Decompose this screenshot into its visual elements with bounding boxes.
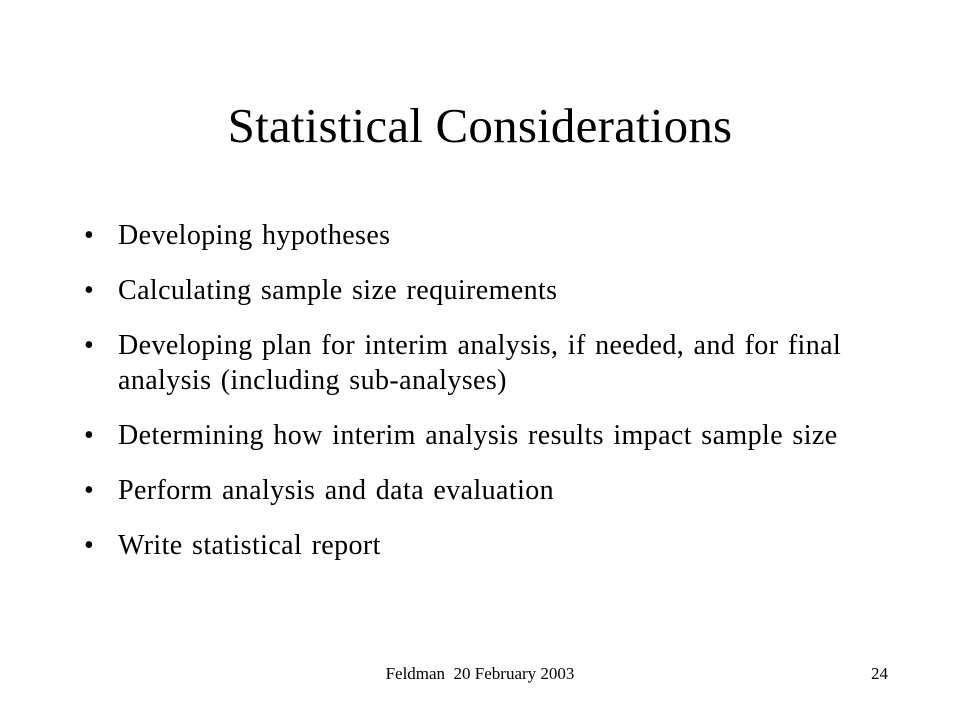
bullet-item [84, 473, 874, 508]
bullet-item [84, 328, 874, 398]
bullet-text: Developing plan for interim analysis, if needed, and for final analysis (including sub-analyses) [118, 330, 842, 396]
bullet-text: Developing hypotheses [118, 220, 391, 251]
slide-title: Statistical Considerations [227, 98, 733, 153]
bullet-icon: • [84, 420, 95, 451]
bullet-text: Write statistical report [118, 530, 381, 561]
bullet-item [84, 418, 874, 453]
bullet-icon: • [84, 330, 95, 361]
bullet-icon: • [84, 475, 95, 506]
bullet-item [84, 273, 874, 308]
footer-text: Feldman 20 February 2003 [385, 664, 575, 683]
bullet-item [84, 218, 874, 253]
bullet-text: Determining how interim analysis results impact sample size [118, 420, 838, 451]
page-number: 24 [871, 664, 888, 683]
bullet-text: Calculating sample size requirements [118, 275, 558, 306]
bullet-list [84, 218, 874, 583]
bullet-text: Perform analysis and data evaluation [118, 475, 555, 506]
bullet-icon: • [84, 530, 95, 561]
bullet-icon: • [84, 275, 95, 306]
bullet-item [84, 528, 874, 563]
bullet-icon: • [84, 220, 95, 251]
